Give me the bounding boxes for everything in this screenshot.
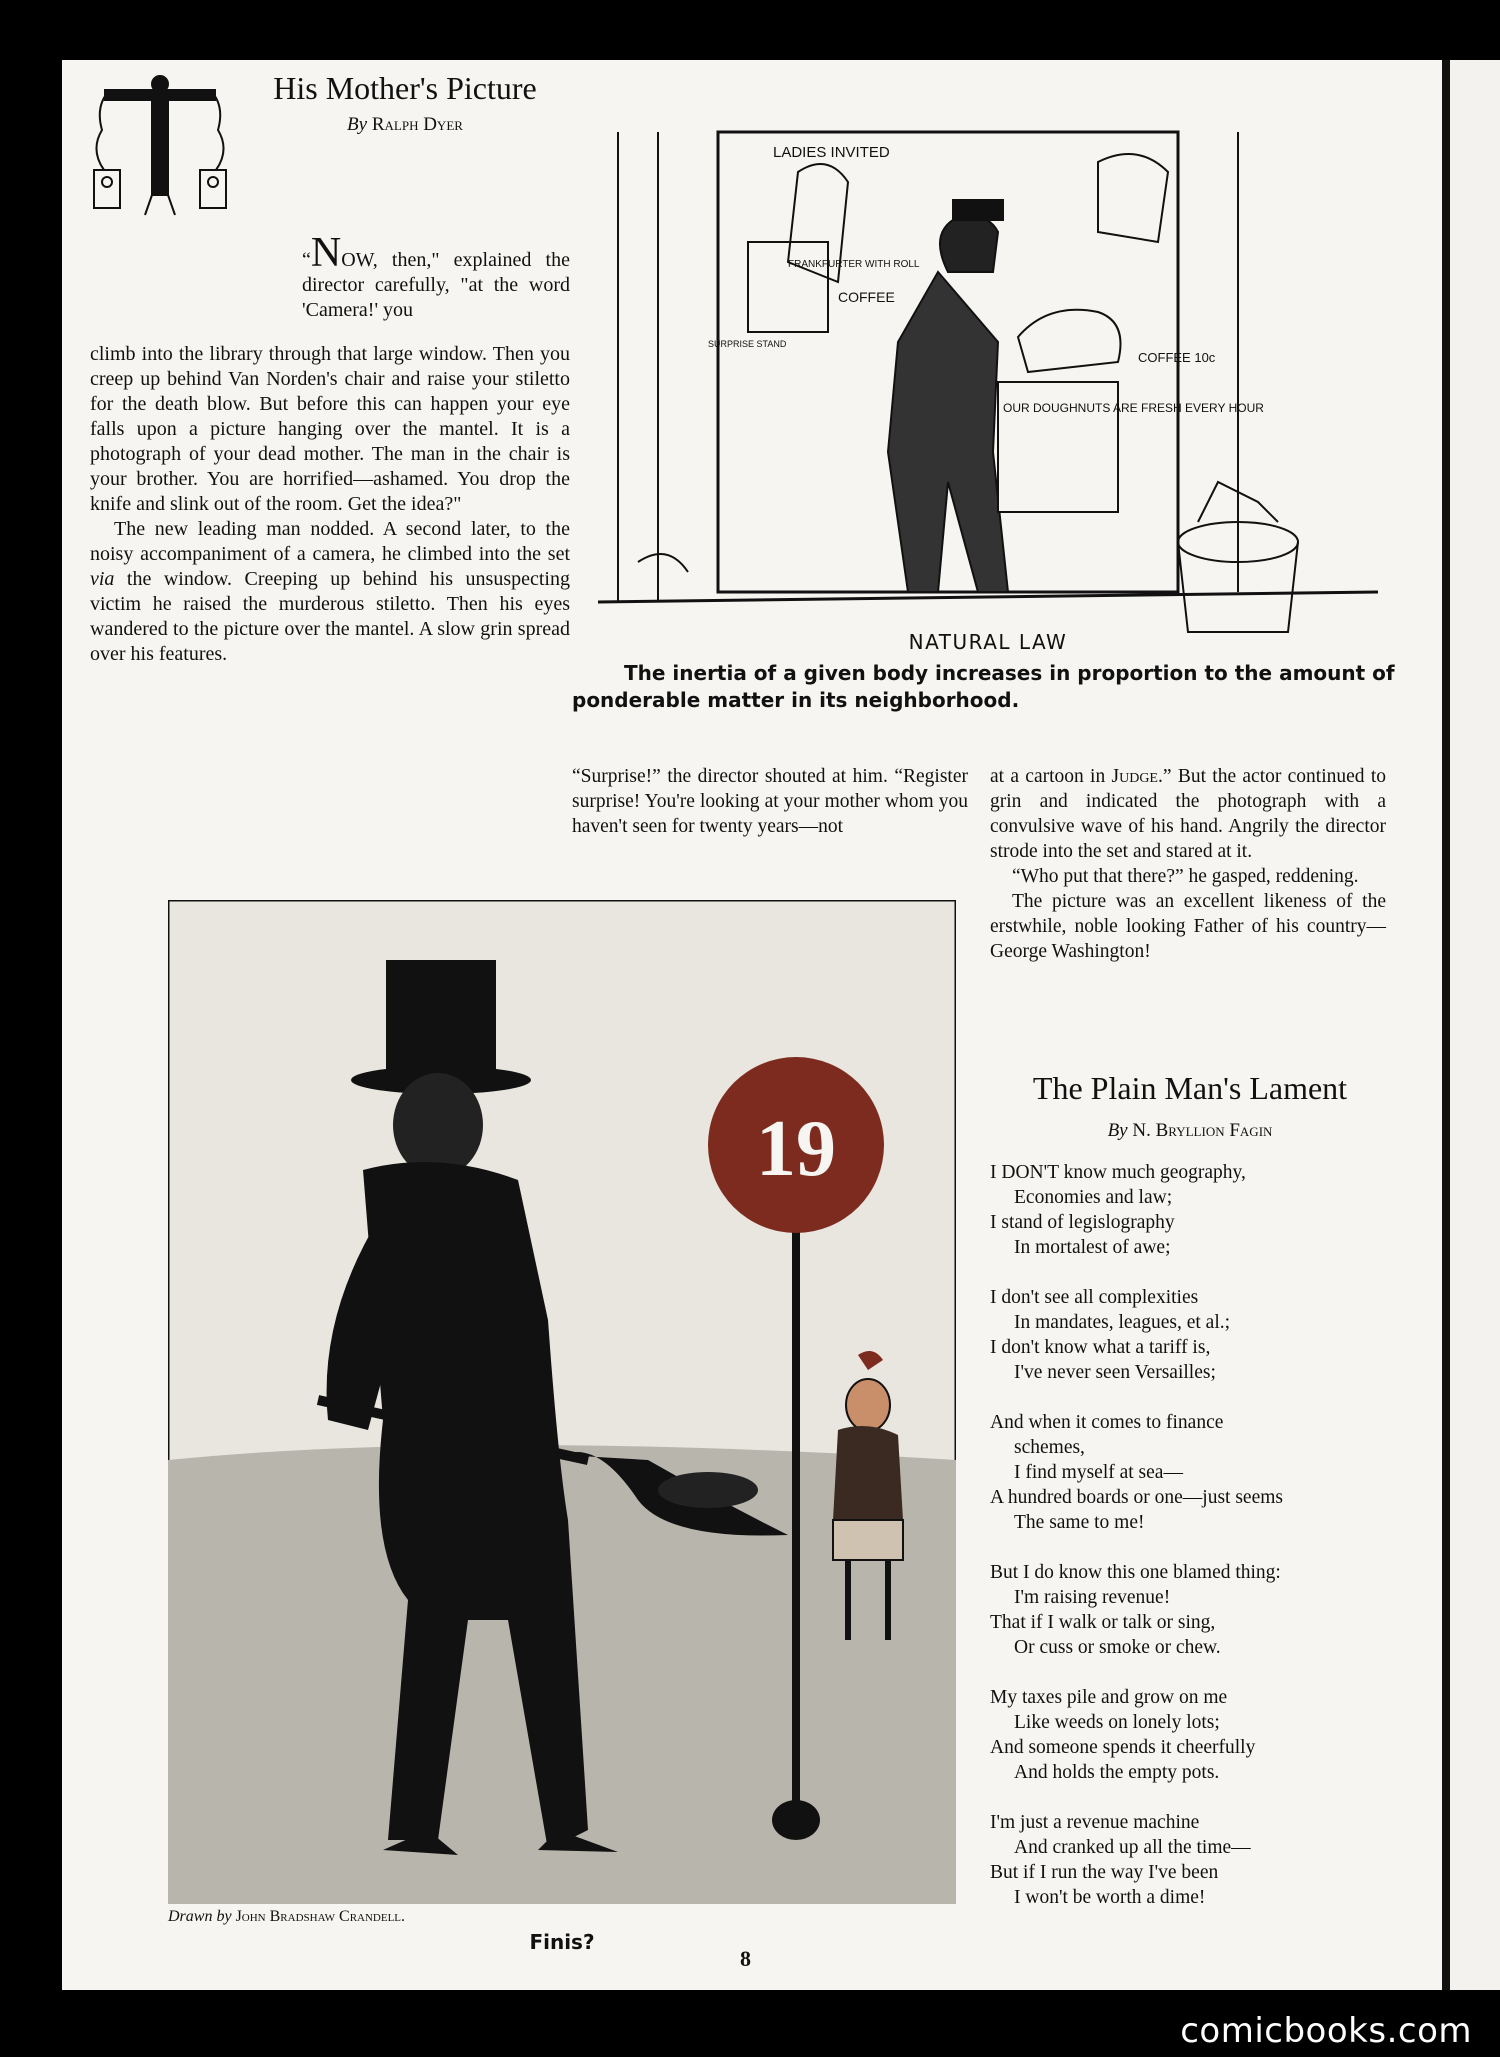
site-watermark: comicbooks.com [1180, 2011, 1472, 2051]
poem-line: But I do know this one blamed thing: [990, 1562, 1281, 1583]
poem-line: A hundred boards or one—just seems [990, 1487, 1283, 1508]
poem-line: The same to me! [1014, 1512, 1145, 1533]
stanza-3 [990, 1410, 1390, 1535]
poem-line: I'm raising revenue! [1014, 1587, 1171, 1608]
sign-doughnuts: OUR DOUGHNUTS ARE FRESH EVERY HOUR [1003, 401, 1264, 415]
cartoon-caption: Finis? [529, 1930, 595, 1954]
article-byline [240, 114, 570, 136]
sign-ladies-invited: LADIES INVITED [773, 144, 890, 161]
poem-byline-prefix: By [1107, 1120, 1128, 1141]
sign-frankfurter: FRANKFURTER WITH ROLL [788, 259, 920, 270]
article-column-1 [90, 342, 570, 667]
poem-line: I won't be worth a dime! [1014, 1887, 1206, 1908]
sign-coffee: COFFEE [838, 289, 895, 305]
article-header [90, 70, 570, 136]
sign-coffee-price: COFFEE 10c [1138, 350, 1216, 365]
paragraph-1: climb into the library through that large window. Then you creep up behind Van Norden's chair and raise your stiletto for the death blow. But before this can happen your eye falls upon a picture hanging over the mantel. It is a photograph of your dead mother. The man in the chair is your brother. You are horrified—ashamed. You drop the knife and slink out of the room. Get the idea?" [90, 343, 570, 515]
article-opening [302, 230, 570, 323]
paragraph-2 [90, 517, 570, 667]
drawn-prefix: Drawn by [168, 1908, 232, 1925]
poem-line: But if I run the way I've been [990, 1862, 1219, 1883]
via-italic: via [90, 568, 115, 590]
paragraph-3-b: .” But the actor continued to grin and indicated the photograph with a convulsive wave of his hand. Angrily the director strode into the set and stared at it. [990, 766, 1386, 862]
stanza-5 [990, 1685, 1390, 1785]
paragraph-2-b: the window. Creeping up behind his unsuspecting victim he raised the murderous stiletto. Then his eyes wandered to the picture over the mantel. A slow grin spread over his features. [90, 568, 570, 665]
judge-mention: Judge [1111, 766, 1158, 787]
article-column-2: “Surprise!” the director shouted at him. “Register surprise! You're looking at your mother whom you haven't seen for twenty years—not [572, 766, 968, 837]
stanza-6 [990, 1810, 1390, 1910]
byline-prefix: By [347, 114, 368, 135]
paragraph-2-a: The new leading man nodded. A second later, to the noisy accompaniment of a camera, he climbed into the set [90, 518, 570, 565]
sign-number: 19 [756, 1105, 836, 1193]
sign-surprise-stand: SURPRISE STAND [708, 339, 787, 349]
poem-line: I don't know what a tariff is, [990, 1337, 1211, 1358]
poem-line: And cranked up all the time— [1014, 1837, 1251, 1858]
paragraph-3 [990, 764, 1386, 864]
poem-line: schemes, [1014, 1437, 1085, 1458]
poem-line: I've never seen Versailles; [1014, 1362, 1216, 1383]
poem-line: My taxes pile and grow on me [990, 1687, 1228, 1708]
drop-cap: N [310, 230, 342, 276]
poem-line: In mortalest of awe; [1014, 1237, 1171, 1258]
finis-cartoon [168, 900, 956, 1904]
poem-author: N. Bryllion Fagin [1132, 1120, 1273, 1141]
poem-line: And someone spends it cheerfully [990, 1737, 1256, 1758]
artist-name: John Bradshaw Crandell. [235, 1908, 406, 1925]
cartoon-caption-title: NATURAL LAW [908, 630, 1068, 654]
poem-title: The Plain Man's Lament [1032, 1070, 1348, 1106]
poem-line: I'm just a revenue machine [990, 1812, 1200, 1833]
poem-line: That if I walk or talk or sing, [990, 1612, 1216, 1633]
byline-author: Ralph Dyer [371, 114, 463, 135]
paragraph-3-a: at a cartoon in [990, 766, 1112, 787]
stanza-1 [990, 1160, 1390, 1260]
poem-line: I don't see all complexities [990, 1287, 1199, 1308]
next-page-edge [1450, 60, 1500, 1990]
page-number: 8 [740, 1946, 751, 1971]
poem-byline [990, 1120, 1390, 1142]
director-logo-illustration [90, 70, 230, 220]
cartoon-caption-text: The inertia of a given body increases in proportion to the amount of ponderable matter in its neighborhood. [572, 661, 1395, 712]
paragraph-5: The picture was an excellent likeness of the erstwhile, noble looking Father of his country—George Washington! [990, 891, 1386, 962]
poem-line: Like weeds on lonely lots; [1014, 1712, 1220, 1733]
stanza-4 [990, 1560, 1390, 1660]
open-quote: “ [302, 249, 311, 271]
poem-line: In mandates, leagues, et al.; [1014, 1312, 1231, 1333]
poem-line: Economies and law; [1014, 1187, 1173, 1208]
paragraph-4: “Who put that there?” he gasped, reddening. [1012, 866, 1359, 887]
opening-text: OW, then," explained the director carefully, "at the word 'Camera!' you [302, 249, 570, 321]
poem-line: I stand of legislography [990, 1212, 1175, 1233]
poem-line: And when it comes to finance [990, 1412, 1224, 1433]
stanza-2 [990, 1285, 1390, 1385]
artist-credit [168, 1908, 405, 1926]
article-title: His Mother's Picture [273, 70, 537, 106]
poem-line: I DON'T know much geography, [990, 1162, 1246, 1183]
natural-law-cartoon [598, 122, 1378, 642]
page-spine [1442, 60, 1450, 1990]
poem-line: Or cuss or smoke or chew. [1014, 1637, 1221, 1658]
poem-line: I find myself at sea— [1014, 1462, 1183, 1483]
poem-line: And holds the empty pots. [1014, 1762, 1220, 1783]
poem-body [990, 1160, 1390, 1935]
article-column-3 [990, 764, 1386, 964]
